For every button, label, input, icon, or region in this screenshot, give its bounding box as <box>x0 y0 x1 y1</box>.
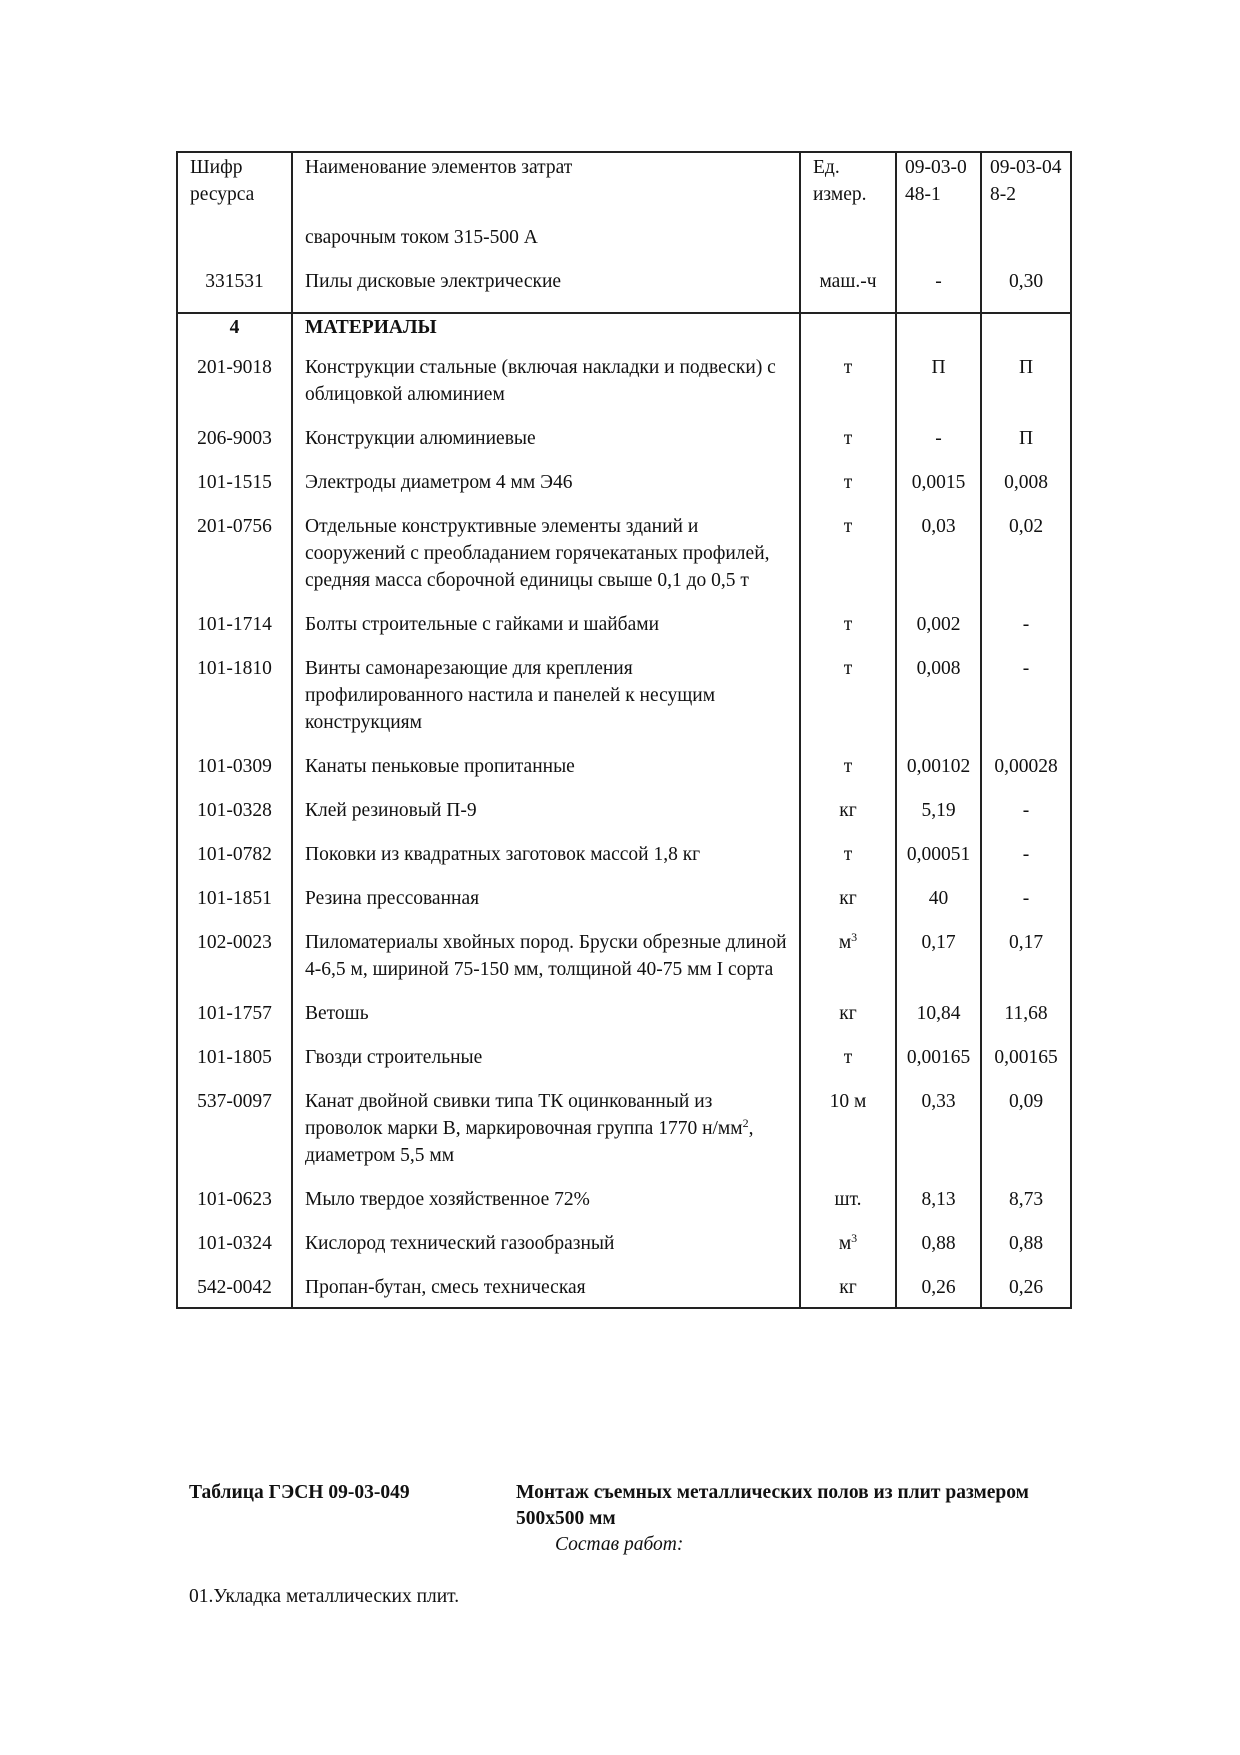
section-title: МАТЕРИАЛЫ <box>292 313 800 354</box>
row-unit: т <box>800 425 896 469</box>
section-number: 4 <box>177 313 292 354</box>
row-code: 101-1851 <box>177 885 292 929</box>
row-value-1: 0,33 <box>896 1088 981 1186</box>
row-code: 201-9018 <box>177 354 292 425</box>
row-unit: 10 м <box>800 1088 896 1186</box>
row-unit: т <box>800 611 896 655</box>
row-code: 101-1805 <box>177 1044 292 1088</box>
row-name: Резина прессованная <box>292 885 800 929</box>
table-row <box>177 1044 1071 1088</box>
row-name: Конструкции стальные (включая накладки и подвески) с облицовкой алюминием <box>292 354 800 425</box>
row-value-1: 0,88 <box>896 1230 981 1274</box>
table-row <box>177 513 1071 611</box>
row-name: Конструкции алюминиевые <box>292 425 800 469</box>
row-name: Пилы дисковые электрические <box>292 268 800 313</box>
row-unit: $м^3$ <box>800 1230 896 1274</box>
table-row <box>177 753 1071 797</box>
row-value-2: 0,00028 <box>981 753 1071 797</box>
row-value-1: - <box>896 268 981 313</box>
row-unit: т <box>800 655 896 753</box>
table-row <box>177 841 1071 885</box>
row-name: Мыло твердое хозяйственное 72% <box>292 1186 800 1230</box>
row-code: 101-0623 <box>177 1186 292 1230</box>
row-value-2: - <box>981 655 1071 753</box>
row-value-2: 0,02 <box>981 513 1071 611</box>
row-value-1: 0,002 <box>896 611 981 655</box>
table-row <box>177 469 1071 513</box>
row-unit: т <box>800 513 896 611</box>
table-row <box>177 1274 1071 1308</box>
row-code: 537-0097 <box>177 1088 292 1186</box>
table-row <box>177 929 1071 1000</box>
table-row <box>177 885 1071 929</box>
row-unit: т <box>800 841 896 885</box>
row-unit: маш.-ч <box>800 268 896 313</box>
row-unit: кг <box>800 885 896 929</box>
row-unit: т <box>800 469 896 513</box>
row-value-2: 0,30 <box>981 268 1071 313</box>
row-value-1: 5,19 <box>896 797 981 841</box>
row-unit: т <box>800 354 896 425</box>
row-code: 102-0023 <box>177 929 292 1000</box>
row-value-2: - <box>981 797 1071 841</box>
table-row <box>177 1230 1071 1274</box>
row-unit: кг <box>800 797 896 841</box>
row-name: Пиломатериалы хвойных пород. Бруски обрезные длиной 4-6,5 м, шириной 75-150 мм, толщиной 40-75 мм I сорта <box>292 929 800 1000</box>
row-code: 101-1515 <box>177 469 292 513</box>
row-unit: шт. <box>800 1186 896 1230</box>
row-value-2: 11,68 <box>981 1000 1071 1044</box>
row-value-1: П <box>896 354 981 425</box>
row-code: 101-1714 <box>177 611 292 655</box>
row-code: 542-0042 <box>177 1274 292 1308</box>
table-row <box>177 1088 1071 1186</box>
table-row <box>177 797 1071 841</box>
row-value-2: 0,008 <box>981 469 1071 513</box>
row-value-2: - <box>981 841 1071 885</box>
header-name: Наименование элементов затрат <box>292 152 800 224</box>
row-value-1: 0,00051 <box>896 841 981 885</box>
table-row <box>177 611 1071 655</box>
row-value-2: 0,09 <box>981 1088 1071 1186</box>
work-item: 01.Укладка металлических плит. <box>189 1586 460 1607</box>
row-name: Пропан-бутан, смесь техническая <box>292 1274 800 1308</box>
row-code: 206-9003 <box>177 425 292 469</box>
row-value-2: 0,88 <box>981 1230 1071 1274</box>
row-unit: кг <box>800 1000 896 1044</box>
section-row <box>177 313 1071 354</box>
row-value-1: 40 <box>896 885 981 929</box>
row-code: 201-0756 <box>177 513 292 611</box>
table-row <box>177 655 1071 753</box>
row-name: Гвозди строительные <box>292 1044 800 1088</box>
row-unit: $м^3$ <box>800 929 896 1000</box>
row-value-2: - <box>981 885 1071 929</box>
row-name: Электроды диаметром 4 мм Э46 <box>292 469 800 513</box>
row-value-2: - <box>981 611 1071 655</box>
row-value-2: 0,00165 <box>981 1044 1071 1088</box>
row-value-1: 0,00102 <box>896 753 981 797</box>
row-value-2: П <box>981 425 1071 469</box>
table-row <box>177 425 1071 469</box>
row-code: 101-0309 <box>177 753 292 797</box>
row-value-1: 0,03 <box>896 513 981 611</box>
table-id-caption: Таблица ГЭСН 09-03-049 <box>189 1482 410 1503</box>
row-value-2: 8,73 <box>981 1186 1071 1230</box>
header-col2: 09-03-048-2 <box>981 152 1071 224</box>
row-name: Клей резиновый П-9 <box>292 797 800 841</box>
row-unit: т <box>800 753 896 797</box>
row-value-1: 0,26 <box>896 1274 981 1308</box>
table-row <box>177 354 1071 425</box>
works-heading: Состав работ: <box>555 1534 684 1555</box>
row-code: 101-1757 <box>177 1000 292 1044</box>
row-value-1: 10,84 <box>896 1000 981 1044</box>
table-row <box>177 1000 1071 1044</box>
row-unit <box>800 224 896 268</box>
table-header-row <box>177 152 1071 224</box>
row-name: Канат двойной свивки типа ТК оцинкованный из проволок марки В, маркировочная группа 1770 $н/мм^2$, диаметром 5,5 мм <box>292 1088 800 1186</box>
row-name: Болты строительные с гайками и шайбами <box>292 611 800 655</box>
resource-table <box>176 151 1072 1309</box>
row-name: сварочным током 315-500 А <box>292 224 800 268</box>
table-row <box>177 268 1071 313</box>
row-value-2 <box>981 224 1071 268</box>
row-name: Отдельные конструктивные элементы зданий и сооружений с преобладанием горячекатаных профилей, средняя масса сборочной единицы свыше 0,1 до 0,5 т <box>292 513 800 611</box>
row-value-1: 0,00165 <box>896 1044 981 1088</box>
row-code <box>177 224 292 268</box>
row-code: 101-0324 <box>177 1230 292 1274</box>
row-value-1: 0,008 <box>896 655 981 753</box>
row-value-1: - <box>896 425 981 469</box>
row-code: 101-0782 <box>177 841 292 885</box>
table-title: Монтаж съемных металлических полов из плит размером 500х500 мм <box>516 1482 1029 1529</box>
row-value-2: 0,17 <box>981 929 1071 1000</box>
row-unit: кг <box>800 1274 896 1308</box>
row-value-1: 0,17 <box>896 929 981 1000</box>
header-col1: 09-03-048-1 <box>896 152 981 224</box>
row-name: Кислород технический газообразный <box>292 1230 800 1274</box>
row-code: 101-0328 <box>177 797 292 841</box>
row-code: 331531 <box>177 268 292 313</box>
row-name: Винты самонарезающие для крепления профилированного настила и панелей к несущим конструкциям <box>292 655 800 753</box>
header-code: Шифр ресурса <box>177 152 292 224</box>
row-value-2: П <box>981 354 1071 425</box>
row-value-1: 0,0015 <box>896 469 981 513</box>
row-value-1: 8,13 <box>896 1186 981 1230</box>
row-value-2: 0,26 <box>981 1274 1071 1308</box>
row-unit: т <box>800 1044 896 1088</box>
row-name: Поковки из квадратных заготовок массой 1,8 кг <box>292 841 800 885</box>
header-unit: Ед. измер. <box>800 152 896 224</box>
row-value-1 <box>896 224 981 268</box>
row-name: Ветошь <box>292 1000 800 1044</box>
row-code: 101-1810 <box>177 655 292 753</box>
row-name: Канаты пеньковые пропитанные <box>292 753 800 797</box>
table-row <box>177 224 1071 268</box>
table-row <box>177 1186 1071 1230</box>
